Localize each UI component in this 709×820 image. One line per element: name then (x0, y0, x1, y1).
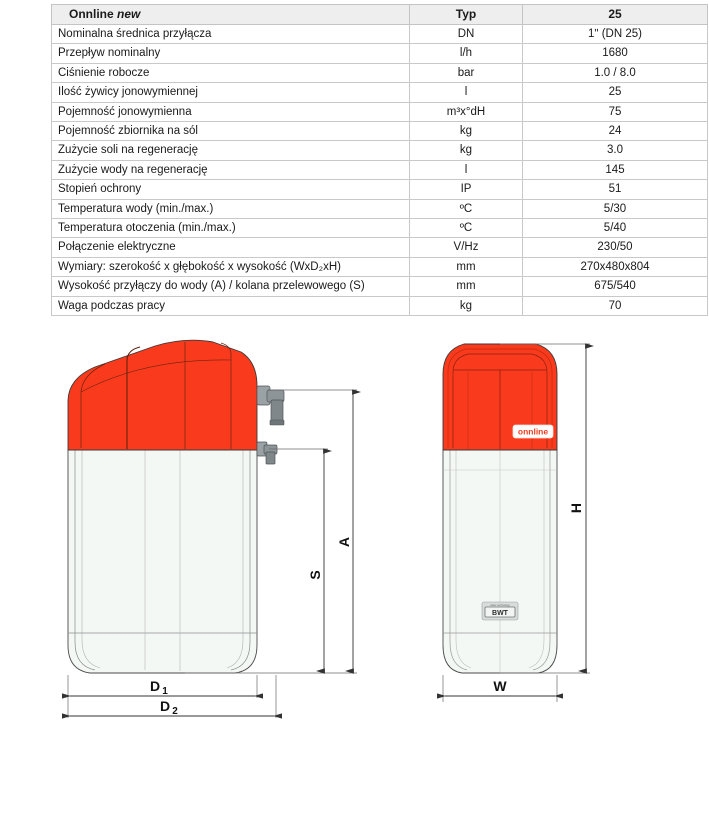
row-parameter-name: Połączenie elektryczne (52, 238, 410, 257)
row-unit: l/h (410, 44, 523, 63)
row-parameter-name: Ilość żywicy jonowymiennej (52, 83, 410, 102)
row-value: 675/540 (523, 277, 708, 296)
bwt-logo-tagline: water technology (490, 604, 510, 607)
row-unit: kg (410, 296, 523, 315)
dimension-S (307, 451, 324, 671)
header-type: Typ (410, 5, 523, 25)
row-unit: kg (410, 141, 523, 160)
table-row (52, 25, 708, 44)
row-value: 75 (523, 102, 708, 121)
dimension-H-label: H (568, 502, 584, 514)
specification-table-container (51, 4, 659, 316)
row-unit: DN (410, 25, 523, 44)
bwt-logo (482, 602, 518, 620)
table-row (52, 180, 708, 199)
technical-drawings (0, 330, 709, 750)
row-parameter-name: Temperatura otoczenia (min./max.) (52, 219, 410, 238)
row-parameter-name: Przepływ nominalny (52, 44, 410, 63)
dimension-D2 (70, 698, 274, 717)
water-inlet-connector (257, 386, 284, 425)
row-value: 5/40 (523, 219, 708, 238)
side-view-body (68, 450, 257, 673)
row-unit: l (410, 83, 523, 102)
dimension-S-label: S (307, 570, 323, 580)
front-view-drawing (420, 330, 670, 740)
row-unit: bar (410, 63, 523, 82)
row-value: 1680 (523, 44, 708, 63)
row-value: 145 (523, 160, 708, 179)
row-parameter-name: Waga podczas pracy (52, 296, 410, 315)
onnline-brand-badge (513, 425, 553, 438)
row-value: 3.0 (523, 141, 708, 160)
dimension-A (336, 392, 353, 671)
row-value: 1ʺ (DN 25) (523, 25, 708, 44)
bwt-logo-text: BWT (492, 610, 508, 617)
row-unit: mm (410, 277, 523, 296)
row-parameter-name: Zużycie wody na regenerację (52, 160, 410, 179)
row-unit: IP (410, 180, 523, 199)
row-parameter-name: Stopień ochrony (52, 180, 410, 199)
table-row (52, 63, 708, 82)
row-value: 5/30 (523, 199, 708, 218)
table-row (52, 83, 708, 102)
table-row (52, 238, 708, 257)
onnline-badge-text: onnline (517, 426, 549, 437)
dimension-H (568, 346, 586, 671)
header-model: 25 (523, 5, 708, 25)
dimension-W (445, 678, 555, 696)
row-parameter-name: Pojemność jonowymienna (52, 102, 410, 121)
dimension-A-label: A (336, 536, 352, 548)
row-value: 70 (523, 296, 708, 315)
row-value: 24 (523, 122, 708, 141)
row-parameter-name: Zużycie soli na regenerację (52, 141, 410, 160)
table-row (52, 199, 708, 218)
row-unit: ºC (410, 199, 523, 218)
table-row (52, 277, 708, 296)
row-value: 51 (523, 180, 708, 199)
dimension-D1-subscript: 1 (162, 686, 168, 697)
row-parameter-name: Ciśnienie robocze (52, 63, 410, 82)
overflow-elbow-connector (257, 442, 277, 464)
dimension-D2-subscript: 2 (172, 706, 178, 717)
row-unit: V/Hz (410, 238, 523, 257)
table-row (52, 44, 708, 63)
header-product (52, 5, 410, 25)
table-row (52, 219, 708, 238)
specification-table (51, 4, 708, 316)
row-parameter-name: Pojemność zbiornika na sól (52, 122, 410, 141)
table-row (52, 296, 708, 315)
row-parameter-name: Wysokość przyłączy do wody (A) / kolana przelewowego (S) (52, 277, 410, 296)
row-value: 230/50 (523, 238, 708, 257)
row-unit: m³x°dH (410, 102, 523, 121)
side-view-drawing (45, 330, 385, 740)
table-row (52, 122, 708, 141)
dimension-D1-label: D (149, 678, 161, 694)
table-header (52, 5, 708, 25)
front-view-body (443, 450, 557, 673)
dimension-W-label: W (493, 678, 507, 694)
row-unit: l (410, 160, 523, 179)
table-header-row (52, 5, 708, 25)
table-row (52, 160, 708, 179)
row-parameter-name: Temperatura wody (min./max.) (52, 199, 410, 218)
row-unit: kg (410, 122, 523, 141)
dimension-D1 (70, 678, 255, 697)
row-parameter-name: Nominalna średnica przyłącza (52, 25, 410, 44)
header-product-name: Onnline (69, 7, 114, 21)
side-view-red-cover (68, 340, 257, 450)
row-unit: mm (410, 257, 523, 276)
row-value: 25 (523, 83, 708, 102)
dimension-D2-label: D (159, 698, 171, 714)
table-row (52, 141, 708, 160)
row-value: 270x480x804 (523, 257, 708, 276)
table-row (52, 257, 708, 276)
table-body (52, 25, 708, 316)
row-parameter-name: Wymiary: szerokość x głębokość x wysokość (WxD₂xH) (52, 257, 410, 276)
table-row (52, 102, 708, 121)
row-unit: ºC (410, 219, 523, 238)
row-value: 1.0 / 8.0 (523, 63, 708, 82)
header-product-suffix: new (117, 7, 141, 21)
